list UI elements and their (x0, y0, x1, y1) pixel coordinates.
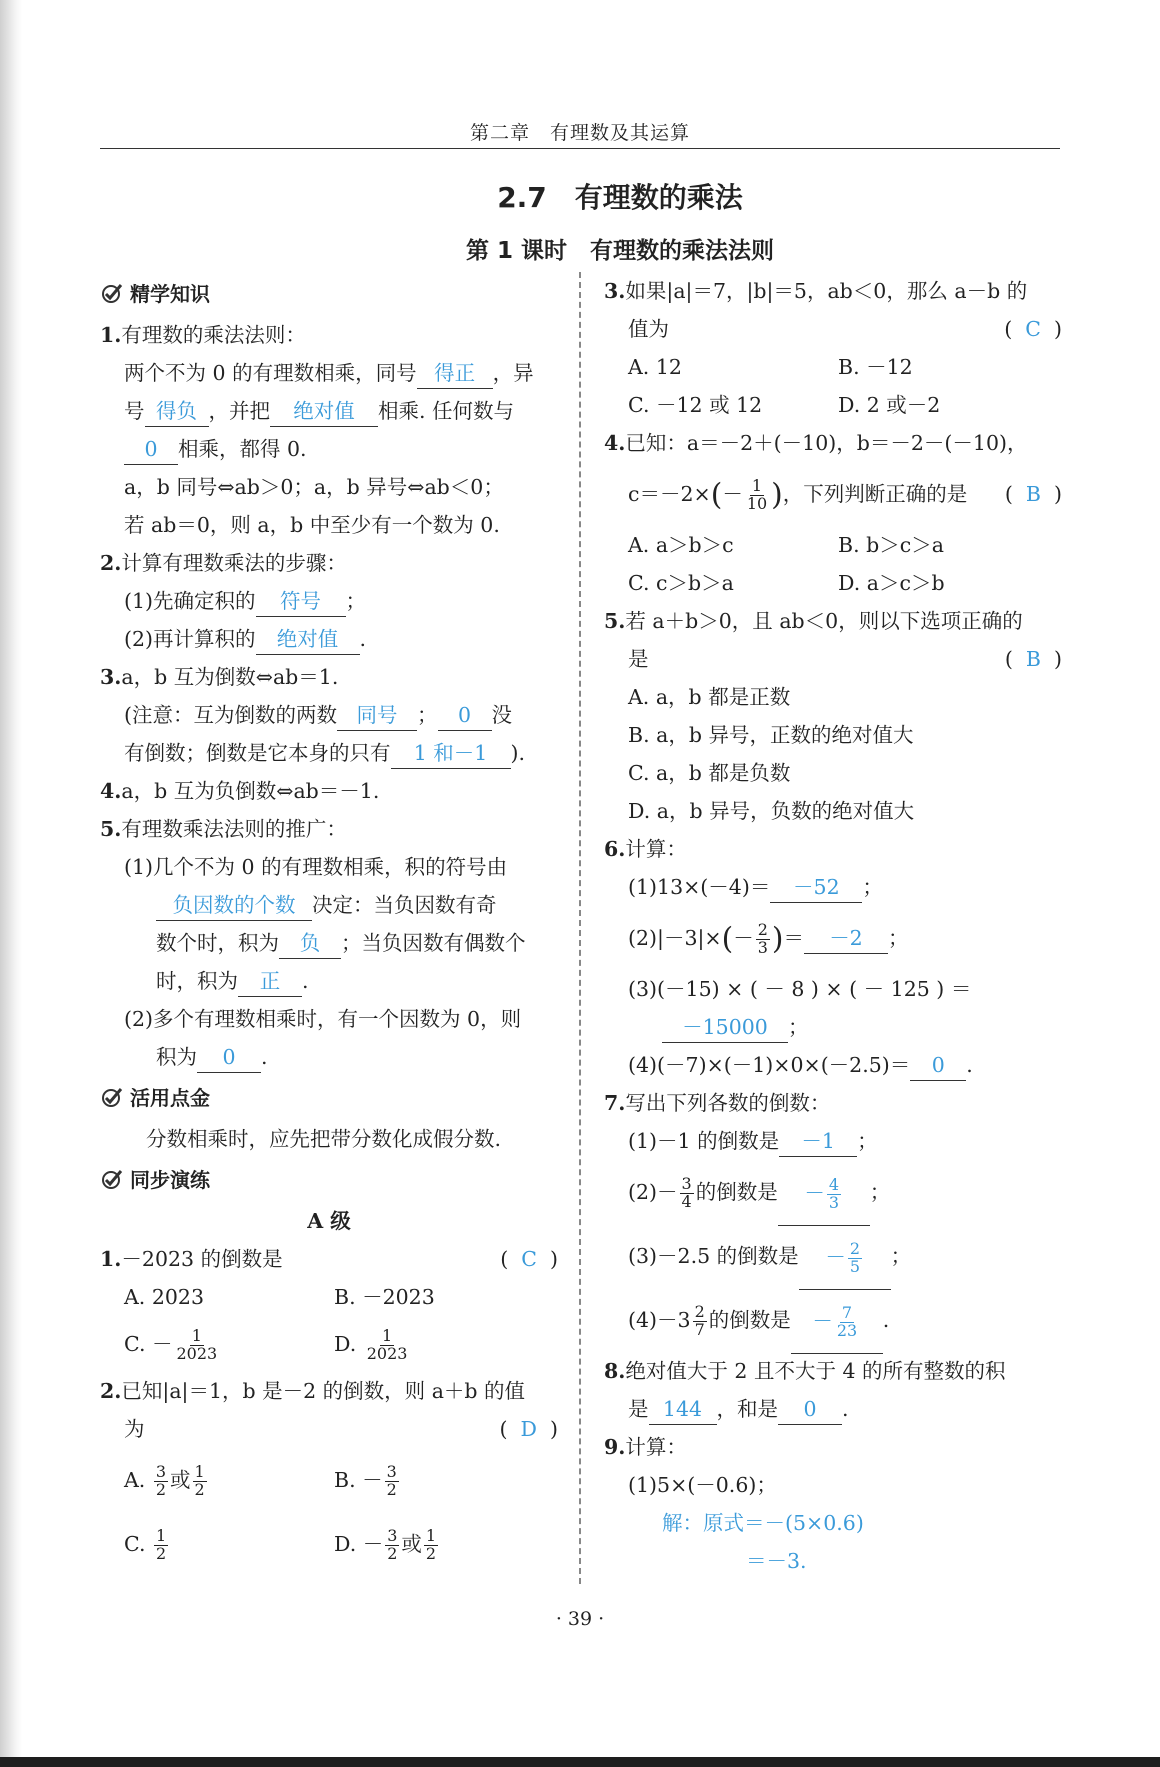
fraction: $\frac{3}{2}$ (386, 1462, 397, 1499)
fraction: $\frac{1}{2}$ (194, 1462, 205, 1499)
answer-blank: －15000 (662, 1012, 788, 1043)
options-row: A. 2023 B. －2023 (124, 1285, 435, 1309)
question-6-item: (2)|－3|×(－ $\frac{2}{3}$ )＝ －2 ； (628, 920, 909, 957)
answer-blank: 绝对值 (270, 396, 378, 427)
answer-blank: 负 (279, 928, 341, 959)
knowledge-3-title: 3.a，b 互为倒数⇔ab＝1. (100, 665, 339, 689)
answer-blank: 正 (238, 966, 302, 997)
question-6-item: －15000 ； (604, 1008, 1062, 1046)
question-7: 7.写出下列各数的倒数： (604, 1091, 831, 1115)
question-4-line: c＝－2×(－ $\frac{1}{10}$ )，下列判断正确的是 ( B ) (604, 462, 1062, 526)
knowledge-3-line: (注意：互为倒数的两数 同号 ； 0 没 (100, 696, 558, 734)
knowledge-1-title: 1.有理数的乘法法则： (100, 323, 306, 347)
answer-blank: 负因数的个数 (156, 890, 312, 921)
check-icon (100, 1167, 124, 1191)
page-number: · 39 · (555, 1608, 605, 1630)
header-rule (100, 148, 1060, 149)
answer-blank: － $\frac{4}{3}$ (778, 1161, 870, 1226)
question-3-line: 值为 ( C ) (604, 310, 1062, 348)
question-7-item: (2)－ $\frac{3}{4}$ 的倒数是 － $\frac{4}{3}$ ； (604, 1160, 1062, 1224)
question-2-line: 为 ( D ) (100, 1410, 558, 1448)
options-row: C. c＞b＞a D. a＞c＞b (628, 571, 945, 595)
knowledge-2-line: (1)先确定积的 符号 ； (100, 582, 558, 620)
knowledge-1-line: 0 相乘，都得 0. (100, 430, 558, 468)
answer-blank: 0 (124, 434, 178, 465)
fraction: $\frac{3}{2}$ (155, 1462, 167, 1499)
knowledge-1-line: 若 ab＝0，则 a，b 中至少有一个数为 0. (124, 513, 500, 537)
answer-blank: 同号 (337, 700, 417, 731)
options-row: A. 12 B. －12 (628, 355, 913, 379)
answer-blank: 得负 (145, 396, 209, 427)
question-6-item: (4)(－7)×(－1)×0×(－2.5)＝ 0 . (604, 1046, 1062, 1084)
question-5-line: 是 ( B ) (604, 640, 1062, 678)
answer-blank: 符号 (256, 586, 346, 617)
question-6-item: (1)13×(－4)＝ －52 ； (604, 868, 1062, 906)
tip-text: 分数相乘时，应先把带分数化成假分数. (146, 1127, 502, 1151)
knowledge-5-line: 数个时，积为 负 ；当负因数有偶数个 (100, 924, 558, 962)
question-9: 9.计算： (604, 1435, 687, 1459)
answer-blank: －52 (770, 872, 862, 903)
answer-blank: 0 (778, 1394, 842, 1425)
question-6: 6.计算： (604, 837, 687, 861)
check-icon (100, 1085, 124, 1109)
section-heading: 精学知识 (100, 272, 558, 316)
section-heading: 同步演练 (100, 1158, 558, 1202)
knowledge-1-line: 号 得负 ，并把 绝对值 相乘. 任何数与 (100, 392, 558, 430)
knowledge-5-title: 5.有理数乘法法则的推广： (100, 817, 347, 841)
knowledge-5-line: (1)几个不为 0 的有理数相乘，积的符号由 (124, 855, 508, 879)
options-row: C. $\frac{1}{2}$ D. － $\frac{3}{2}$ 或 $\frac{1}{2}$ (124, 1526, 437, 1563)
answer-blank: 绝对值 (256, 624, 360, 655)
knowledge-5-line: 时，积为 正 . (100, 962, 558, 1000)
fraction: $\frac{1}{2023}$ (366, 1326, 408, 1363)
column-divider (579, 272, 581, 1584)
question-5: 5.若 a＋b＞0，且 ab＜0，则以下选项正确的 (604, 609, 1023, 633)
section-heading: 活用点金 (100, 1076, 558, 1120)
knowledge-5-line: 积为 0 . (100, 1038, 558, 1076)
page-edge-shadow (0, 0, 22, 1767)
solution-line: 解：原式＝－(5×0.6) (662, 1511, 864, 1535)
question-1: 1.－2023 的倒数是 ( C ) (100, 1240, 558, 1278)
fraction: $\frac{2}{7}$ (694, 1302, 705, 1339)
fraction: $\frac{2}{3}$ (757, 920, 768, 957)
answer-blank: 144 (649, 1394, 717, 1425)
knowledge-4-title: 4.a，b 互为负倒数⇔ab＝－1. (100, 779, 380, 803)
answer-blank: 0 (438, 700, 492, 731)
check-icon (100, 281, 124, 305)
knowledge-5-line: (2)多个有理数相乘时，有一个因数为 0，则 (124, 1007, 522, 1031)
knowledge-1-line: 两个不为 0 的有理数相乘，同号 得正 ，异 (100, 354, 558, 392)
answer-blank: 0 (910, 1050, 966, 1081)
answer-blank: －2 (804, 923, 888, 954)
answer-blank: 0 (197, 1042, 261, 1073)
fraction: $\frac{3}{2}$ (387, 1526, 398, 1563)
answer-paren: ( B ) (1004, 647, 1062, 671)
page-title: 2.7 有理数的乘法 (497, 181, 743, 214)
option: D. a，b 异号，负数的绝对值大 (628, 799, 915, 823)
fraction: $\frac{3}{4}$ (681, 1174, 692, 1211)
knowledge-2-title: 2.计算有理数乘法的步骤： (100, 551, 347, 575)
fraction: $\frac{1}{10}$ (746, 476, 768, 513)
lesson-subtitle: 第 1 课时 有理数的乘法法则 (465, 238, 775, 264)
option: C. a，b 都是负数 (628, 761, 791, 785)
question-8: 8.绝对值大于 2 且不大于 4 的所有整数的积 (604, 1359, 1006, 1383)
question-9-item: (1)5×(－0.6)； (628, 1473, 777, 1497)
options-row: C. －12 或 12 D. 2 或－2 (628, 393, 941, 417)
answer-paren: ( D ) (499, 1417, 558, 1441)
question-7-item: (1)－1 的倒数是 －1 ； (604, 1122, 1062, 1160)
solution-line: ＝－3. (746, 1549, 807, 1573)
chapter-header: 第二章 有理数及其运算 (469, 122, 690, 144)
answer-paren: ( C ) (1004, 317, 1062, 341)
right-column (604, 272, 1062, 1580)
level-label: A 级 (307, 1209, 351, 1233)
question-2: 2.已知|a|＝1，b 是－2 的倒数，则 a＋b 的值 (100, 1379, 526, 1403)
left-column (100, 272, 558, 1576)
knowledge-5-line: 负因数的个数 决定：当负因数有奇 (100, 886, 558, 924)
answer-blank: － $\frac{2}{5}$ (799, 1225, 891, 1290)
answer-paren: ( C ) (500, 1247, 558, 1271)
option: A. a，b 都是正数 (628, 685, 791, 709)
options-row: A. a＞b＞c B. b＞c＞a (628, 533, 944, 557)
knowledge-1-line: a，b 同号⇔ab＞0；a，b 异号⇔ab＜0； (124, 475, 504, 499)
question-6-item: (3)(－15) × ( － 8 ) × ( － 125 ) ＝ (628, 977, 972, 1001)
answer-blank: 1 和－1 (391, 738, 511, 769)
knowledge-3-line: 有倒数；倒数是它本身的只有 1 和－1 ). (100, 734, 558, 772)
knowledge-2-line: (2)再计算积的 绝对值 . (100, 620, 558, 658)
bottom-bar (0, 1757, 1160, 1767)
question-8-line: 是 144 ，和是 0 . (604, 1390, 1062, 1428)
answer-paren: ( B ) (1004, 482, 1062, 506)
answer-blank: 得正 (417, 358, 493, 389)
options-row: A. $\frac{3}{2}$ 或 $\frac{1}{2}$ B. － $\frac{3}{2}$ (124, 1462, 397, 1499)
answer-blank: －1 (779, 1126, 857, 1157)
option: B. a，b 异号，正数的绝对值大 (628, 723, 914, 747)
options-row: C. － $\frac{1}{2023}$ D. $\frac{1}{2023}$ (124, 1326, 408, 1363)
question-7-item: (3)－2.5 的倒数是 － $\frac{2}{5}$ ； (604, 1224, 1062, 1288)
question-3: 3.如果|a|＝7，|b|＝5，ab＜0，那么 a－b 的 (604, 279, 1028, 303)
fraction: $\frac{1}{2}$ (156, 1526, 167, 1563)
answer-blank: － $\frac{7}{23}$ (791, 1289, 883, 1354)
fraction: $\frac{1}{2023}$ (176, 1326, 218, 1363)
question-7-item: (4)－3 $\frac{2}{7}$ 的倒数是 － $\frac{7}{23}$ . (604, 1288, 1062, 1352)
question-4: 4.已知：a＝－2＋(－10)，b＝－2－(－10)， (604, 431, 1028, 455)
fraction: $\frac{1}{2}$ (425, 1526, 437, 1563)
